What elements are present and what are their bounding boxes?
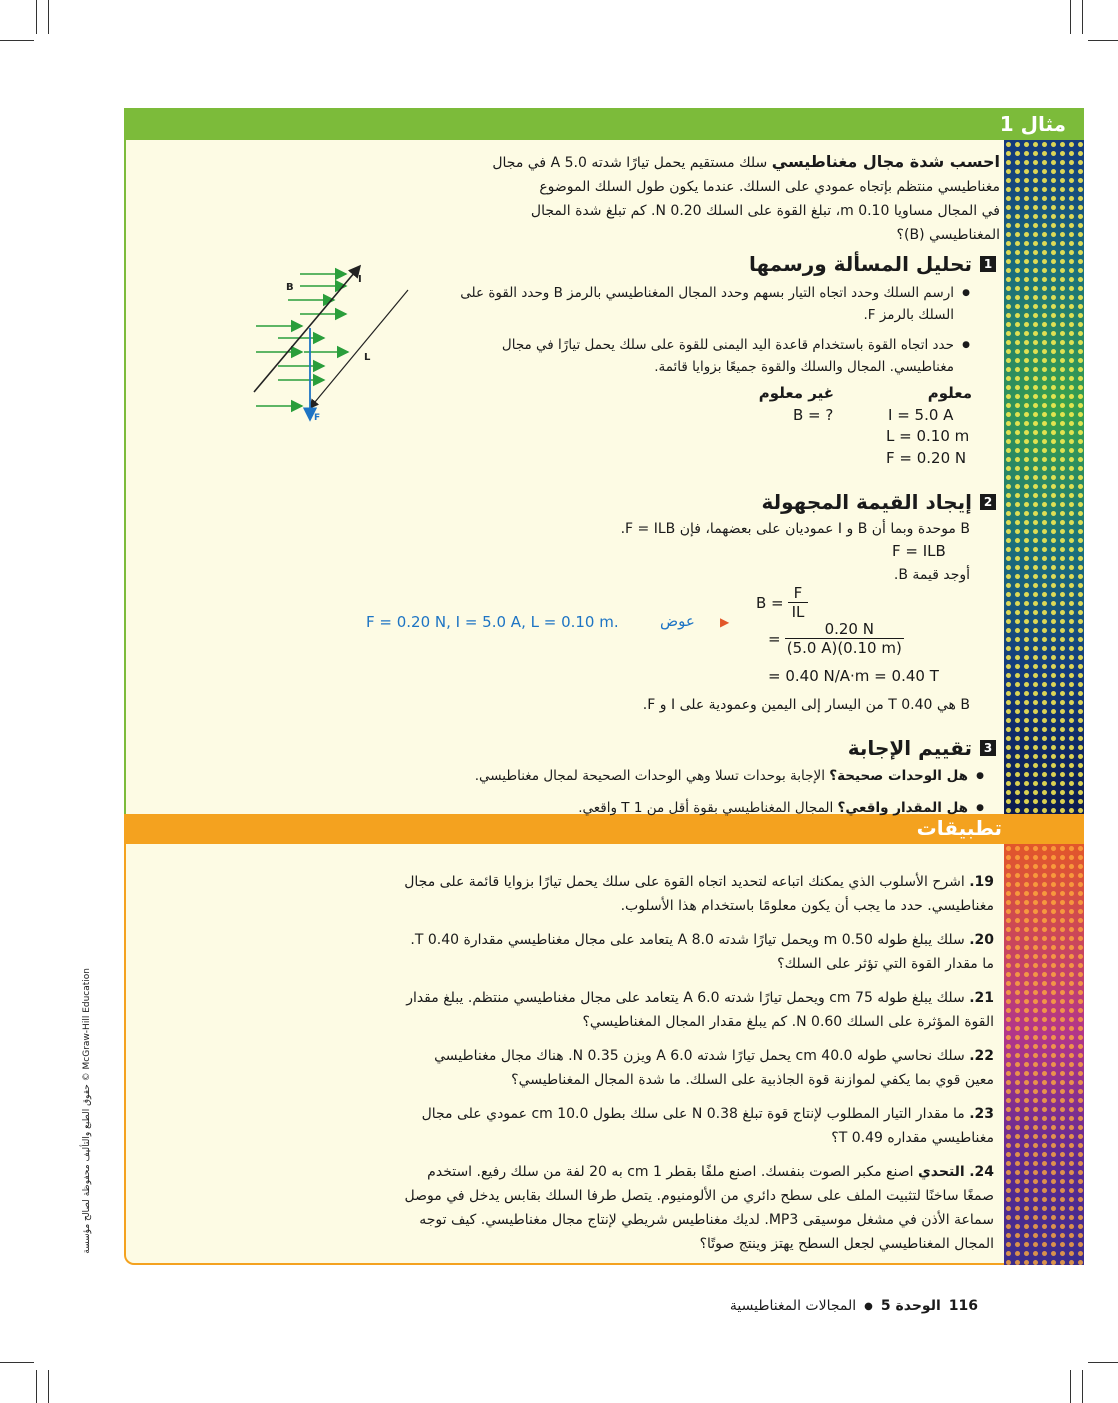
unknown-heading: غير معلوم [758,384,834,402]
step1-heading [749,252,996,276]
step2-heading [761,490,996,514]
decorative-dots-top [1004,140,1084,814]
label-f: F [314,413,321,423]
practice-list [404,870,994,1256]
problem-23 [404,1102,994,1150]
crop-mark [0,40,34,41]
label-i: I [358,274,362,285]
chapter-label: المجالات المغناطيسية [729,1298,857,1314]
step3-number: 3 [980,740,996,756]
problem-text: سلك يبلغ طوله 0.50 m ويحمل تيارًا شدته 8.0 A يتعامد على مجال مغناطيسي مقدارة 0.40 T. ما مقدار القوة التي تؤثر على السلك؟ [410,932,994,972]
fraction-numerator: 0.20 N [785,620,904,639]
known-value: I = 5.0 A [888,406,954,424]
problem-text: سلك نحاسي طوله 40.0 cm يحمل تيارًا شدته 6.0 A ويزن 0.35 N. هناك مجال مغناطيسي معين قوي بما يكفي لموازنة قوة الجاذبية على السلك. ما شدة المجال المغناطيسي؟ [434,1048,994,1088]
equals-sign: = [768,629,781,648]
problem-text: اشرح الأسلوب الذي يمكنك اتباعه لتحديد اتجاه القوة على سلك يحمل تيارًا بزوايا قائمة على مجال مغناطيسي. حدد ما يجب أن يكون معلومًا باستخدام هذا الأسلوب. [404,874,994,914]
step3-bullet [364,764,968,788]
step3-bullet [364,796,968,820]
example-title: مثال 1 [999,112,1066,136]
crop-mark [48,0,49,34]
fraction-numerator: F [788,584,809,603]
example-intro [440,150,1000,247]
problem-24 [404,1160,994,1256]
step2-number: 2 [980,494,996,510]
triangle-arrow-icon: ▶ [720,615,730,629]
crop-mark [1088,1362,1118,1363]
crop-mark [36,0,37,34]
magnitude-answer: المجال المغناطيسي بقوة أقل من 1 T واقعي. [578,800,834,816]
step2-title: إيجاد القيمة المجهولة [761,490,972,514]
intro-line: سلك مستقيم يحمل تيارًا شدته 5.0 A في مجال [492,155,768,171]
result-line: = 0.40 N/A·m = 0.40 T [768,667,939,685]
crop-mark [1088,40,1118,41]
crop-mark [1070,0,1071,34]
crop-mark [1082,0,1083,34]
problem-number: 24. [969,1164,994,1180]
unit-label: الوحدة 5 [880,1298,941,1314]
crop-mark [36,1370,37,1403]
step2-eq1: F = ILB [892,542,946,560]
challenge-label: التحدي [917,1164,965,1180]
step3-bullets [364,764,984,828]
intro-bold: احسب شدة مجال مغناطيسي [771,152,1000,171]
numeric-fraction [768,620,904,657]
step2-line1: B موحدة وبما أن B و I عموديان على بعضهما، فإن F = ILB. [620,521,970,537]
problem-number: 19. [969,874,994,890]
problem-text: اصنع مكبر الصوت بنفسك. اصنع ملفًا بقطر 1 cm به 20 لفة من سلك رفيع. استخدم صمغًا ساخنًا لتثبيت الملف على سطح دائري من الألومنيوم. يتصل طرفا السلك بقابس يدخل في موصل سماعة الأذن في مشغل موسيقى MP3. لديك مغناطيس شريطي لإنتاج مجال مغناطيسي. كيف توجه المجال المغناطيسي لجعل السطح يهتز وينتج صوتًا؟ [404,1164,994,1252]
crop-mark [0,1362,34,1363]
units-question: هل الوحدات صحيحة؟ [829,768,968,784]
problem-number: 21. [969,990,994,1006]
practice-title: تطبيقات [916,816,1002,840]
example-header-bar [124,108,1084,140]
substitute-label: عوض [660,612,695,630]
step2-conclusion: B هي 0.40 T من اليسار إلى اليمين وعمودية على I و F. [642,697,970,713]
fraction-denominator: (5.0 A)(0.10 m) [786,639,902,657]
fraction-denominator: IL [791,603,805,621]
problem-19 [404,870,994,918]
known-value: L = 0.10 m [886,427,970,445]
intro-line: في المجال مساويا 0.10 m، تبلغ القوة على السلك 0.20 N. كم تبلغ شدة المجال [530,203,1000,219]
step3-title: تقييم الإجابة [847,736,972,760]
crop-mark [1082,1370,1083,1403]
problem-number: 22. [969,1048,994,1064]
copyright-credit: McGraw-Hill Education © حقوق الطبع والتأليف محفوظة لصالح مؤسسة [82,968,92,1254]
known-value: F = 0.20 N [886,449,967,467]
step2-line2: أوجد قيمة B. [893,567,970,583]
step1-number: 1 [980,256,996,272]
magnitude-question: هل المقدار واقعي؟ [837,800,968,816]
step3-heading [848,736,996,760]
problem-21 [404,986,994,1034]
page-footer [730,1298,978,1314]
unknown-value: B = ? [793,406,834,424]
label-l: L [364,352,371,363]
step1-bullets [460,282,970,386]
fraction-values [785,620,904,657]
problem-22 [404,1044,994,1092]
substitute-values: F = 0.20 N, I = 5.0 A, L = 0.10 m. [366,613,619,631]
step1-bullet: ● ارسم السلك وحدد اتجاه التيار بسهم وحدد المجال المغناطيسي بالرمز B وحدد القوة على السلك بالرمز F. [460,282,954,326]
crop-mark [48,1370,49,1403]
label-b: B [286,282,294,293]
force-diagram [248,262,418,428]
units-answer: الإجابة بوحدات تسلا وهي الوحدات الصحيحة لمجال مغناطيسي. [474,768,825,784]
problem-text: سلك يبلغ طوله 75 cm ويحمل تيارًا شدته 6.0 A يتعامد على مجال مغناطيسي منتظم. يبلغ مقدار القوة المؤثرة على السلك 0.60 N. كم يبلغ مقدار المجال المغناطيسي؟ [406,990,994,1030]
problem-text: ما مقدار التيار المطلوب لإنتاج قوة تبلغ 0.38 N على سلك بطول 10.0 cm عمودي على مجال مغناطيسي مقداره 0.49 T؟ [421,1106,994,1146]
b-equals: B = [756,593,784,612]
problem-number: 23. [969,1106,994,1122]
step1-bullet: ● حدد اتجاه القوة باستخدام قاعدة اليد اليمنى للقوة على سلك يحمل تيارًا في مجال مغناطيسي. المجال والسلك والقوة جميعًا بزوايا قائمة. [460,334,954,378]
problem-number: 20. [969,932,994,948]
page-number: 116 [948,1298,978,1314]
fraction-f-over-il [788,584,809,621]
problem-20 [404,928,994,976]
crop-mark [1070,1370,1071,1403]
step1-title: تحليل المسألة ورسمها [748,252,972,276]
known-heading: معلوم [927,384,972,402]
bullet-dot-icon: ● [864,1300,873,1312]
decorative-dots-bottom [1004,844,1084,1265]
intro-line: المغناطيسي (B)؟ [896,227,1000,243]
wire-current [254,266,360,392]
b-formula [756,584,808,621]
intro-line: مغناطيسي منتظم بإتجاه عمودي على السلك. عندما يكون طول السلك الموضوع [539,179,1000,195]
